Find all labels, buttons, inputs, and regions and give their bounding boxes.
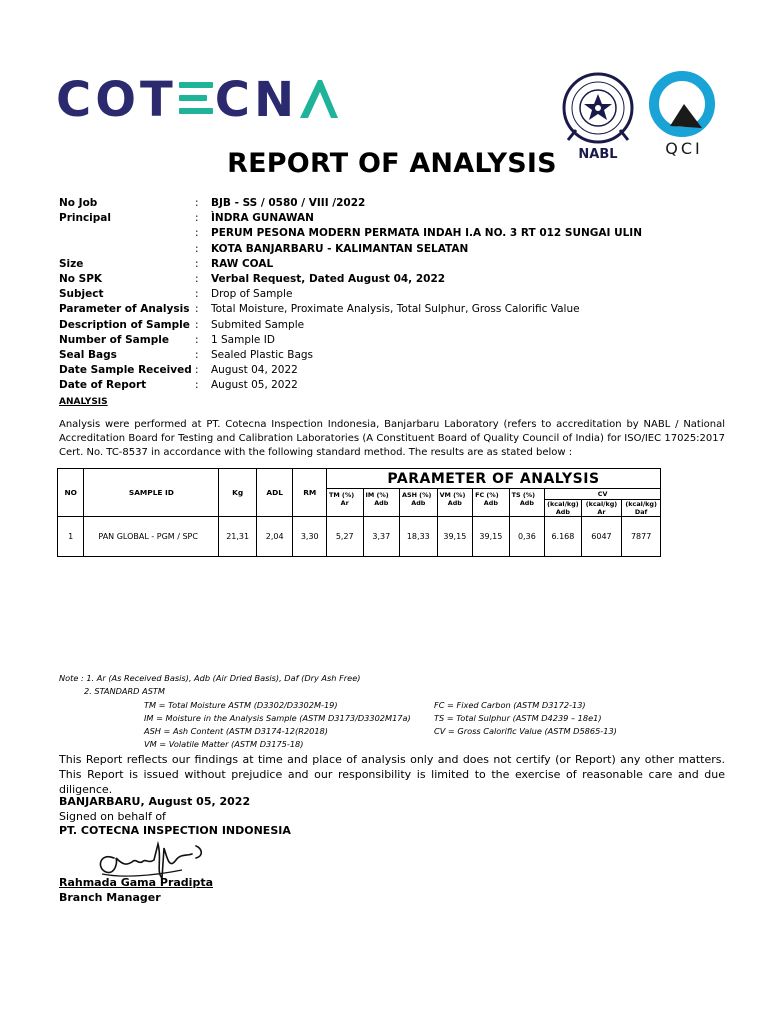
info-row <box>59 196 642 211</box>
info-label <box>59 226 195 241</box>
param-header-im <box>363 489 400 517</box>
info-label: Date of Report <box>59 379 147 392</box>
cell-vm: 39,15 <box>437 517 473 557</box>
param-name: TS <box>511 491 521 499</box>
info-separator: : <box>195 288 199 301</box>
param-basis: Adb <box>447 499 462 507</box>
logo-text-start: COT <box>56 72 177 128</box>
param-name: ASH <box>402 491 417 499</box>
info-row <box>59 318 642 333</box>
info-row <box>59 257 642 272</box>
signed-on-behalf: Signed on behalf of <box>59 809 166 823</box>
cell-tm: 5,27 <box>326 517 363 557</box>
param-basis: Adb <box>483 499 498 507</box>
cv-unit: (kcal/kg) <box>547 500 579 508</box>
table-row <box>58 517 661 557</box>
info-separator: : <box>195 318 199 331</box>
cell-adl: 2,04 <box>256 517 293 557</box>
report-info <box>59 196 642 394</box>
info-value: Drop of Sample <box>211 288 293 301</box>
param-basis: Ar <box>340 499 349 507</box>
header-cv: CV <box>545 489 661 500</box>
cell-cv-adb: 6.168 <box>545 517 582 557</box>
info-separator: : <box>195 333 199 346</box>
cell-cv-ar: 6047 <box>581 517 622 557</box>
report-title: REPORT OF ANALYSIS <box>227 148 557 179</box>
info-label: Description of Sample <box>59 318 190 331</box>
cv-unit-adb <box>545 500 582 517</box>
note-standard: CV = Gross Calorific Value (ASTM D5865-13) <box>434 726 617 736</box>
qci-label: QCI <box>665 139 703 158</box>
info-value: Sealed Plastic Bags <box>211 349 314 362</box>
info-label: Size <box>59 257 84 270</box>
cell-ash: 18,33 <box>400 517 438 557</box>
cell-im: 3,37 <box>363 517 400 557</box>
note-standard: IM = Moisture in the Analysis Sample (ASTM D3173/D3302M17a) <box>144 713 411 723</box>
parameter-header: PARAMETER OF ANALYSIS <box>326 469 660 489</box>
note-line-2: 2. STANDARD ASTM <box>84 686 165 696</box>
param-header-ts <box>509 489 545 517</box>
info-separator: : <box>195 379 199 392</box>
cotecna-logo <box>56 72 340 128</box>
company-name: PT. COTECNA INSPECTION INDONESIA <box>59 824 291 837</box>
signer-name: Rahmada Gama Pradipta <box>59 876 214 889</box>
param-unit: (%) <box>522 491 536 499</box>
cv-unit: (kcal/kg) <box>585 500 618 508</box>
info-value: 1 Sample ID <box>211 333 275 346</box>
note-standard: VM = Volatile Matter (ASTM D3175-18) <box>144 739 304 749</box>
info-value: PERUM PESONA MODERN PERMATA INDAH I.A NO. 3 RT 012 SUNGAI ULIN <box>211 227 642 240</box>
param-unit: (%) <box>376 491 389 499</box>
param-header-tm <box>326 489 363 517</box>
info-label: Parameter of Analysis <box>59 303 190 316</box>
cv-basis: Adb <box>555 508 570 516</box>
info-value: KOTA BANJARBARU - KALIMANTAN SELATAN <box>211 242 469 255</box>
info-separator: : <box>195 364 199 377</box>
info-label: Principal <box>59 212 111 225</box>
info-row <box>59 226 642 241</box>
cv-basis: Daf <box>634 508 648 516</box>
param-basis: Adb <box>519 499 534 507</box>
note-line-1: Note : 1. Ar (As Received Basis), Adb (Air Dried Basis), Daf (Dry Ash Free) <box>59 673 361 683</box>
header-no: NO <box>58 469 84 517</box>
cell-ts: 0,36 <box>509 517 545 557</box>
note-standard: TM = Total Moisture ASTM (D3302/D3302M-19) <box>144 700 338 710</box>
header-kg: Kg <box>219 469 257 517</box>
signature-block <box>59 795 291 839</box>
header-adl: ADL <box>256 469 293 517</box>
cell-sample-id: PAN GLOBAL - PGM / SPC <box>84 517 219 557</box>
notes-right <box>434 699 617 738</box>
info-separator: : <box>195 197 199 209</box>
info-label: Subject <box>59 288 104 301</box>
param-unit: (%) <box>486 491 499 499</box>
param-unit: (%) <box>341 491 355 499</box>
cell-fc: 39,15 <box>473 517 510 557</box>
place-date: BANJARBARU, August 05, 2022 <box>59 795 251 808</box>
info-separator: : <box>195 242 199 255</box>
analysis-heading: ANALYSIS <box>59 397 108 407</box>
note-standard: FC = Fixed Carbon (ASTM D3172-13) <box>434 700 586 710</box>
param-name: FC <box>475 491 485 499</box>
info-separator: : <box>195 273 199 286</box>
info-label <box>59 242 195 257</box>
logo-letter-a <box>298 78 340 118</box>
cell-kg: 21,31 <box>219 517 257 557</box>
info-value: BJB - SS / 0580 / VIII /2022 <box>211 197 366 209</box>
param-header-vm <box>437 489 473 517</box>
param-header-ash <box>400 489 438 517</box>
info-row <box>59 333 642 348</box>
cv-unit: (kcal/kg) <box>625 500 657 508</box>
cell-cv-daf: 7877 <box>622 517 661 557</box>
signer-position: Branch Manager <box>59 890 161 904</box>
header-rm: RM <box>293 469 327 517</box>
param-basis: Adb <box>374 499 389 507</box>
analysis-paragraph: Analysis were performed at PT. Cotecna Inspection Indonesia, Banjarbaru Laboratory (refers to accreditation by NABL / National Accreditation Board for Testing and Calibration Laboratories (A Constituent Board of Quality Council of India) for ISO/IEC 17025:2017 Cert. No. TC-8537 in accordance with the following standard method. The results are as stated below : <box>59 419 725 458</box>
param-name: IM <box>365 491 375 499</box>
info-row <box>59 287 642 302</box>
cell-rm: 3,30 <box>293 517 327 557</box>
info-value: Total Moisture, Proximate Analysis, Total Sulphur, Gross Calorific Value <box>211 303 580 316</box>
info-separator: : <box>195 349 199 362</box>
note-standard: ASH = Ash Content (ASTM D3174-12(R2018) <box>144 726 328 736</box>
info-row <box>59 272 642 287</box>
param-name: TM <box>328 491 340 499</box>
info-label: Number of Sample <box>59 333 169 346</box>
logo-letter-e <box>179 78 213 118</box>
signer <box>59 876 213 905</box>
info-label: Date Sample Received <box>59 364 192 377</box>
info-separator: : <box>195 257 199 270</box>
logo-text-mid: CN <box>214 72 299 128</box>
note-standard: TS = Total Sulphur (ASTM D4239 – 18e1) <box>434 713 602 723</box>
info-value: Verbal Request, Dated August 04, 2022 <box>211 273 446 286</box>
param-header-fc <box>473 489 510 517</box>
notes-left <box>144 699 411 751</box>
info-label: Seal Bags <box>59 349 117 362</box>
info-value: August 04, 2022 <box>211 364 298 377</box>
results-table <box>57 468 661 557</box>
cv-unit-ar <box>581 500 622 517</box>
info-row <box>59 302 642 317</box>
param-basis: Adb <box>411 499 426 507</box>
info-separator: : <box>195 303 199 316</box>
info-value: Submited Sample <box>211 318 305 331</box>
disclaimer: This Report reflects our findings at time and place of analysis only and does not certify (or Report) any other matters. This Report is issued without prejudice and our responsibility is limited to the exercise of reasonable care and due diligence. <box>59 753 725 796</box>
info-value: ÌNDRA GUNAWAN <box>211 212 314 225</box>
info-label: No Job <box>59 197 98 209</box>
param-name: VM <box>439 491 451 499</box>
info-row <box>59 378 642 393</box>
cv-basis: Ar <box>597 508 606 516</box>
info-separator: : <box>195 212 199 225</box>
info-label: No SPK <box>59 273 103 286</box>
header-sample-id: SAMPLE ID <box>84 469 219 517</box>
nabl-label: NABL <box>578 147 618 162</box>
info-row <box>59 242 642 257</box>
info-value: RAW COAL <box>211 257 274 270</box>
cell-no: 1 <box>58 517 84 557</box>
cv-unit-daf <box>622 500 661 517</box>
info-row <box>59 211 642 226</box>
info-value: August 05, 2022 <box>211 379 298 392</box>
param-unit: (%) <box>419 491 432 499</box>
info-separator: : <box>195 227 199 240</box>
info-row <box>59 363 642 378</box>
param-unit: (%) <box>453 491 466 499</box>
info-row <box>59 348 642 363</box>
